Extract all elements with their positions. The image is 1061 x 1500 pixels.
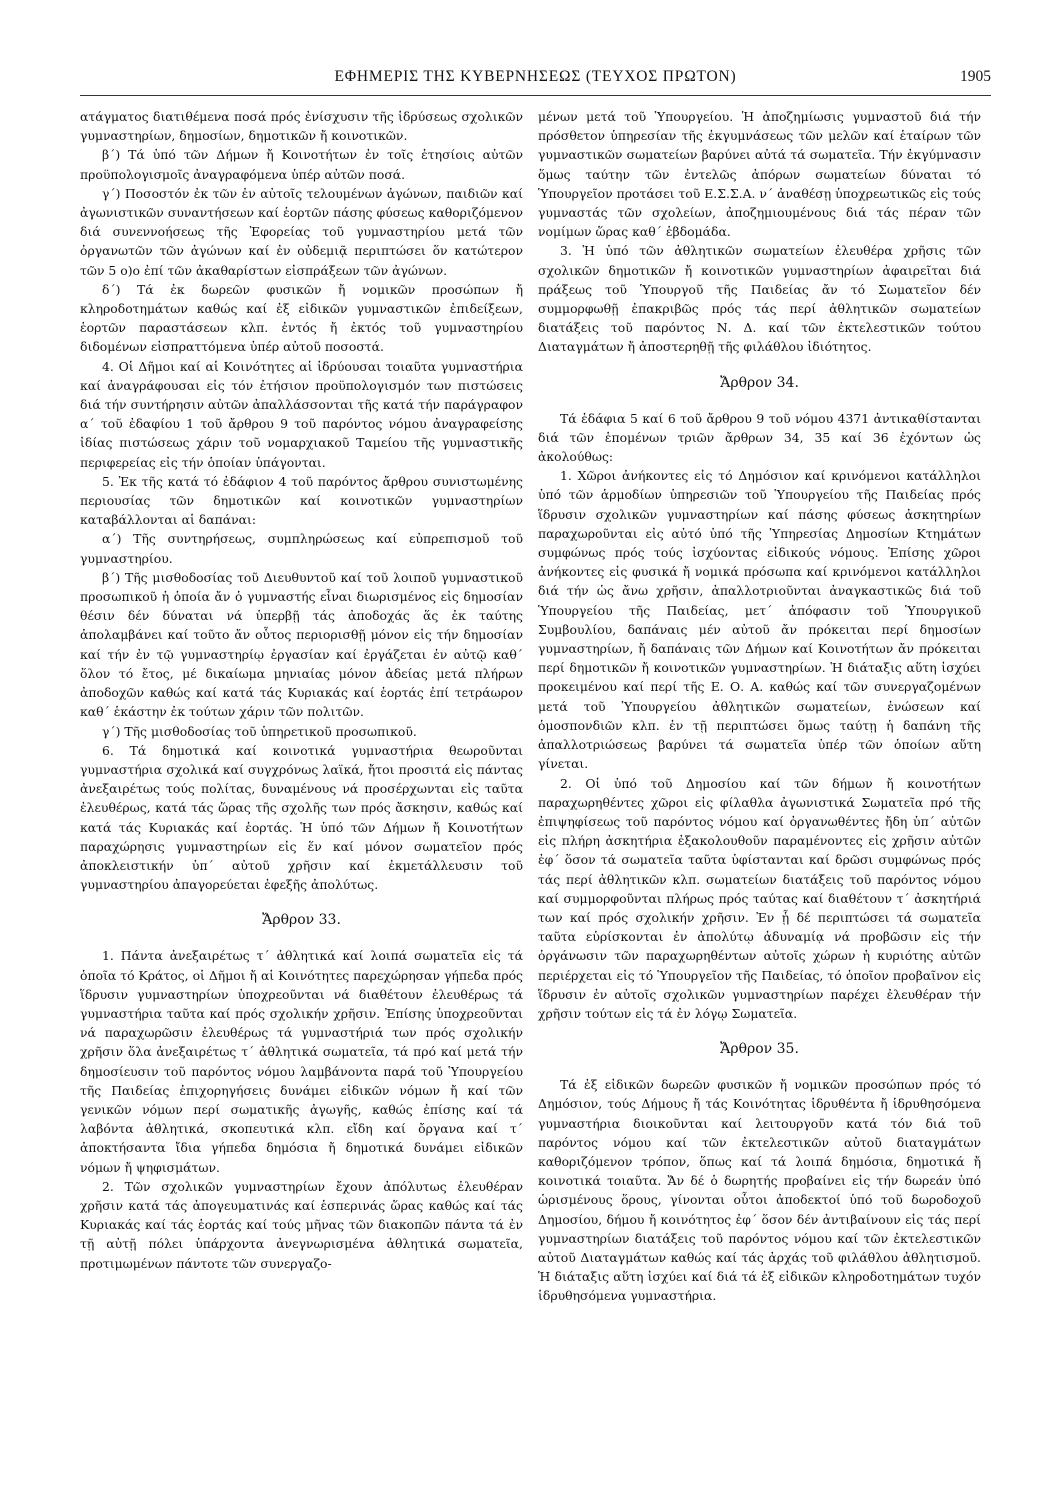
paragraph: Τά ἐδάφια 5 καί 6 τοῦ ἄρθρου 9 τοῦ νόμου 4371 ἀντικαθίστανται διά τῶν ἑπομένων τριῶν ἄρθρων 34, 35 καί 36 ἐχόντων ὡς ἀκολούθως: bbox=[538, 410, 981, 465]
paragraph: α΄) Τῆς συντηρήσεως, συμπληρώσεως καί εὐπρεπισμοῦ τοῦ γυμναστηρίου. bbox=[80, 531, 523, 566]
paragraph: γ΄) Τῆς μισθοδοσίας τοῦ ὑπηρετικοῦ προσωπικοῦ. bbox=[102, 723, 417, 739]
paragraph: γ΄) Ποσοστόν ἐκ τῶν ἐν αὐτοῖς τελουμένων ἀγώνων, παιδιῶν καί ἀγωνιστικῶν συναντήσεων καί ἑορτῶν πάσης φύσεως καθοριζόμενον διά συνεννοήσεως τῆς Ἐφορείας τοῦ γυμναστηρίου μετά τῶν ὀργανωτῶν τῶν ἀγώνων καί ἐν οὐδεμιᾷ περιπτώσει ὅν κατώτερον τῶν 5 ο)ο ἐπί τῶν ἀκαθαρίστων εἰσπράξεων τῶν ἀγώνων. bbox=[80, 185, 523, 278]
header-rule bbox=[80, 95, 991, 96]
paragraph: 3. Ἡ ὑπό τῶν ἀθλητικῶν σωματείων ἐλευθέρα χρῆσις τῶν σχολικῶν δημοτικῶν ἤ κοινοτικῶν γυμναστηρίων ἀφαιρεῖται διά πράξεως τοῦ Ὑπουργοῦ τῆς Παιδείας ἄν τό Σωματεῖον δέν συμμορφωθῇ ἐπακριβῶς πρός τάς περί ἀθλητικῶν σωματείων διατάξεις τοῦ παρόντος Ν. Δ. καί τῶν ἐκτελεστικῶν τούτου Διαταγμάτων ἤ ἀποστερηθῇ τῆς φιλάθλου ἰδιότητος. bbox=[538, 243, 981, 355]
paragraph: μένων μετά τοῦ Ὑπουργείου. Ἡ ἀποζημίωσις γυμναστοῦ διά τήν πρόσθετον ὑπηρεσίαν τῆς ἐκγυμνάσεως τῶν μελῶν καί ἑταίρων τῶν γυμναστικῶν σωματείων βαρύνει αὐτά τά σωματεῖα. Τήν ἐκγύμνασιν ὅμως ταύτην τῶν ἐντελῶς ἀπόρων σωματείων δύναται τό Ὑπουργεῖον προτάσει τοῦ Ε.Σ.Σ.Α. ν΄ ἀναθέσῃ ὑποχρεωτικῶς εἰς τούς γυμναστάς τῶν σχολείων, ἀποζημιουμένους διά τάς πέραν τῶν νομίμων ὥρας καθ΄ ἑβδομάδα. bbox=[538, 109, 981, 240]
paragraph: β΄) Τῆς μισθοδοσίας τοῦ Διευθυντοῦ καί τοῦ λοιποῦ γυμναστικοῦ προσωπικοῦ ἡ ὁποία ἄν ὁ γυμναστής εἶναι διωρισμένος εἰς δημοσίαν θέσιν δέν δύναται νά ὑπερβῇ τάς ἀποδοχάς ἅς ἐκ ταύτης ἀπολαμβάνει καί τοῦτο ἄν οὗτος περιορισθῇ μόνον εἰς τήν δημοσίαν καί τήν ἐν τῷ γυμναστηρίῳ ἐργασίαν καί ἐργάζεται ἐν αὐτῷ καθ΄ ὅλον τό ἔτος, μέ δικαίωμα μηνιαίας μόνον ἀδείας μετά πλήρων ἀποδοχῶν καθώς καί κατά τάς Κυριακάς καί ἑορτάς ἐπί τετράωρον καθ΄ ἑκάστην ἐκ τούτων χάριν τῶν πολιτῶν. bbox=[80, 569, 523, 720]
paragraph: 4. Οἱ Δῆμοι καί αἱ Κοινότητες αἱ ἱδρύουσαι τοιαῦτα γυμναστήρια καί ἀναγράφουσαι εἰς τόν ἐτήσιον προϋπολογισμόν των πιστώσεις διά τήν συντήρησιν αὐτῶν ἀπαλλάσσονται τῆς κατά τήν παράγραφον α΄ τοῦ ἐδαφίου 1 τοῦ ἄρθρου 9 τοῦ παρόντος νόμου ἀναγραφείσης ἰδίας πιστώσεως χάριν τοῦ νομαρχιακοῦ Ταμείου τῆς γυμναστικῆς περιφερείας εἰς τήν ὁποίαν ὑπάγονται. bbox=[80, 358, 523, 470]
paragraph: β΄) Τά ὑπό τῶν Δήμων ἤ Κοινοτήτων ἐν τοῖς ἐτησίοις αὐτῶν προϋπολογισμοῖς ἀναγραφόμενα ὑπέρ αὐτῶν ποσά. bbox=[80, 147, 523, 182]
article-heading-34: Ἄρθρον 34. bbox=[720, 374, 799, 391]
page-header bbox=[80, 68, 991, 92]
paragraph: 1. Χῶροι ἀνήκοντες εἰς τό Δημόσιον καί κρινόμενοι κατάλληλοι ὑπό τῶν ἁρμοδίων ὑπηρεσιῶν τοῦ Ὑπουργείου τῆς Παιδείας πρός ἵδρυσιν σχολικῶν γυμναστηρίων καί πάσης φύσεως ἀσκητηρίων παραχωροῦνται εἰς αὐτό ὑπό τῆς Ὑπηρεσίας Δημοσίων Κτημάτων συμφώνως πρός τούς ἰσχύοντας εἰδικούς νόμους. Ἐπίσης χῶροι ἀνήκοντες εἰς φυσικά ἤ νομικά πρόσωπα καί κρινόμενοι κατάλληλοι διά τήν ὡς ἄνω χρῆσιν, ἀπαλλοτριοῦνται ἀναγκαστικῶς διά τοῦ Ὑπουργείου τῆς Παιδείας, μετ΄ ἀπόφασιν τοῦ Ὑπουργικοῦ Συμβουλίου, δαπάναις μέν αὐτοῦ ἄν πρόκειται περί δημοσίων γυμναστηρίων, ἤ δαπάναις τῶν Δήμων καί Κοινοτήτων ἄν πρόκειται περί δημοτικῶν ἤ κοινοτικῶν γυμναστηρίων. Ἡ διάταξις αὕτη ἰσχύει προκειμένου καί περί τῆς Ε. Ο. Α. καθώς καί τῶν συνεργαζομένων μετά τοῦ Ὑπουργείου ἀθλητικῶν σωματείων, ἑνώσεων καί ὁμοσπονδιῶν κλπ. ἐν τῇ περιπτώσει ὅμως ταύτῃ ἡ δαπάνη τῆς ἀπαλλοτριώσεως βαρύνει τά σωματεῖα ὑπέρ τῶν ὁποίων αὕτη γίνεται. bbox=[538, 468, 981, 772]
paragraph: 1. Πάντα ἀνεξαιρέτως τ΄ ἀθλητικά καί λοιπά σωματεῖα εἰς τά ὁποῖα τό Κράτος, οἱ Δῆμοι ἤ αἱ Κοινότητες παρεχώρησαν γήπεδα πρός ἵδρυσιν γυμναστηρίων ὑποχρεοῦνται νά διαθέτουν ἐλευθέρως τά γυμναστήρια ταῦτα καί πρός σχολικήν χρῆσιν. Ἐπίσης ὑποχρεοῦνται νά παραχωρῶσιν ἐλευθέρως τά γυμναστήριά των πρός σχολικήν χρῆσιν ὅλα ἀνεξαιρέτως τ΄ ἀθλητικά σωματεῖα, τά πρό καί μετά τήν δημοσίευσιν τοῦ παρόντος νόμου λαμβάνοντα παρά τοῦ Ὑπουργείου τῆς Παιδείας ἐπιχορηγήσεις δυνάμει εἰδικῶν νόμων ἤ καί τῶν γενικῶν νόμων περί σωματικῆς ἀγωγῆς, καθώς ἐπίσης καί τά λαβόντα ἀθλητικά, σκοπευτικά κλπ. εἴδη καί ὄργανα καί τ΄ ἀποκτήσαντα ἴδια γήπεδα δημόσια ἤ δημοτικά δυνάμει εἰδικῶν νόμων ἤ ψηφισμάτων. bbox=[80, 948, 523, 1175]
paragraph: 2. Τῶν σχολικῶν γυμναστηρίων ἔχουν ἀπόλυτως ἐλευθέραν χρῆσιν κατά τάς ἀπογευματινάς καί ἑσπερινάς ὥρας καθώς καί τάς Κυριακάς καί τάς ἑορτάς καί τούς μῆνας τῶν διακοπῶν πάντα τά ἐν τῇ αὐτῇ πόλει ὑπάρχοντα ἀνεγνωρισμένα ἀθλητικά σωματεῖα, προτιμωμένων πάντοτε τῶν συνεργαζο- bbox=[80, 1178, 523, 1271]
paragraph: 2. Οἱ ὑπό τοῦ Δημοσίου καί τῶν δήμων ἤ κοινοτήτων παραχωρηθέντες χῶροι εἰς φίλαθλα ἀγωνιστικά Σωματεῖα πρό τῆς ἐπιψηφίσεως τοῦ παρόντος νόμου καί ὀργανωθέντες ἤδη ὑπ΄ αὐτῶν εἰς πλήρη ἀσκητήρια ἐξακολουθοῦν παραμένοντες εἰς χρῆσιν αὐτῶν ἐφ΄ ὅσον τά σωματεῖα ταῦτα ὑφίστανται καί δρῶσι συμφώνως πρός τάς περί ἀθλητικῶν κλπ. σωματείων διατάξεις τοῦ παρόντος νόμου καί συμμορφοῦνται πλήρως πρός ταύτας καί διαθέτουν τ΄ ἀσκητήριά των καί πρός σχολικήν χρῆσιν. Ἐν ᾗ δέ περιπτώσει τά σωματεῖα ταῦτα εὑρίσκονται ἐν ἀπολύτῳ ἀδυναμίᾳ νά προβῶσιν εἰς τήν ὀργάνωσιν τῶν παραχωρηθέντων αὐτοῖς χώρων ἡ κυριότης αὐτῶν περιέρχεται εἰς τό Ὑπουργεῖον τῆς Παιδείας, τό ὁποῖον προβαῖνον εἰς ἵδρυσιν ἐν αὐτοῖς σχολικῶν γυμναστηρίων παρέχει ἐλευθέραν τήν χρῆσιν τούτων εἰς τά ἐν λόγῳ Σωματεῖα. bbox=[538, 775, 981, 1021]
right-column bbox=[538, 107, 981, 1437]
paragraph: Τά ἐξ εἰδικῶν δωρεῶν φυσικῶν ἤ νομικῶν προσώπων πρός τό Δημόσιον, τούς Δήμους ἤ τάς Κοινότητας ἱδρυθέντα ἤ ἱδρυθησόμενα γυμναστήρια διοικοῦνται καί λειτουργοῦν κατά τόν διά τοῦ παρόντος νόμου καί τῶν ἐκτελεστικῶν αὐτοῦ διαταγμάτων καθοριζόμενον τρόπον, ὅπως καί τά λοιπά δημόσια, δημοτικά ἤ κοινοτικά τοιαῦτα. Ἄν δέ ὁ δωρητής προβαίνει εἰς τήν δωρεάν ὑπό ὡρισμένους ὅρους, γίνονται οὗτοι ἀποδεκτοί ὑπό τοῦ δωροδοχοῦ Δημοσίου, δήμου ἤ κοινότητος ἐφ΄ ὅσον δέν ἀντιβαίνουν εἰς τάς περί γυμναστηρίων διατάξεις τοῦ παρόντος νόμου καί τῶν ἐκτελεστικῶν αὐτοῦ Διαταγμάτων καθώς καί τάς ἀρχάς τοῦ φιλάθλου ἀθλητισμοῦ. Ἡ διάταξις αὕτη ἰσχύει καί διά τά ἐξ εἰδικῶν κληροδοτημάτων τυχόν ἱδρυθησόμενα γυμναστήρια. bbox=[538, 1077, 981, 1304]
paragraph: δ΄) Τά ἐκ δωρεῶν φυσικῶν ἤ νομικῶν προσώπων ἤ κληροδοτημάτων καθώς καί ἐξ εἰδικῶν γυμναστικῶν ἐπιδείξεων, ἑορτῶν παραστάσεων κλπ. ἐντός ἤ ἐκτός τοῦ γυμναστηρίου διδομένων εἰσπραττόμενα ὑπέρ αὐτοῦ ποσοστά. bbox=[80, 281, 523, 355]
paragraph: 6. Τά δημοτικά καί κοινοτικά γυμναστήρια θεωροῦνται γυμναστήρια σχολικά καί συγχρόνως λαϊκά, ἤτοι προσιτά εἰς πάντας ἀνεξαιρέτως τούς πολίτας, δυναμένους νά προσέρχωνται εἰς ταῦτα ἐλευθέρως, κατά τάς ὥρας τῆς σχολῆς των πρός ἄσκησιν, καθώς καί κατά τάς Κυριακάς καί ἑορτάς. Ἡ ὑπό τῶν Δήμων ἤ Κοινοτήτων παραχώρησις γυμναστηρίων εἰς ἕν καί μόνον σωματεῖον πρός ἀποκλειστικήν ὑπ΄ αὐτοῦ χρῆσιν καί ἐκμετάλλευσιν τοῦ γυμναστηρίου ἀπαγορεύεται ἐφεξῆς ἀπολύτως. bbox=[80, 742, 523, 893]
page-number: 1905 bbox=[960, 68, 991, 85]
paragraph: ατάγματος διατιθέμενα ποσά πρός ἐνίσχυσιν τῆς ἱδρύσεως σχολικῶν γυμναστηρίων, δημοσίων, δημοτικῶν ἤ κοινοτικῶν. bbox=[80, 109, 523, 144]
left-column bbox=[80, 107, 523, 1437]
article-heading-33: Ἄρθρον 33. bbox=[262, 912, 341, 929]
paragraph: 5. Ἐκ τῆς κατά τό ἐδάφιον 4 τοῦ παρόντος ἄρθρου συνιστωμένης περιουσίας τῶν δημοτικῶν καί κοινοτικῶν γυμναστηρίων καταβάλλονται αἱ δαπάναι: bbox=[80, 473, 523, 528]
gazette-title: ΕΦΗΜΕΡΙΣ ΤΗΣ ΚΥΒΕΡΝΗΣΕΩΣ (ΤΕΥΧΟΣ ΠΡΩΤΟΝ) bbox=[334, 68, 737, 85]
article-heading-35: Ἄρθρον 35. bbox=[720, 1041, 799, 1058]
